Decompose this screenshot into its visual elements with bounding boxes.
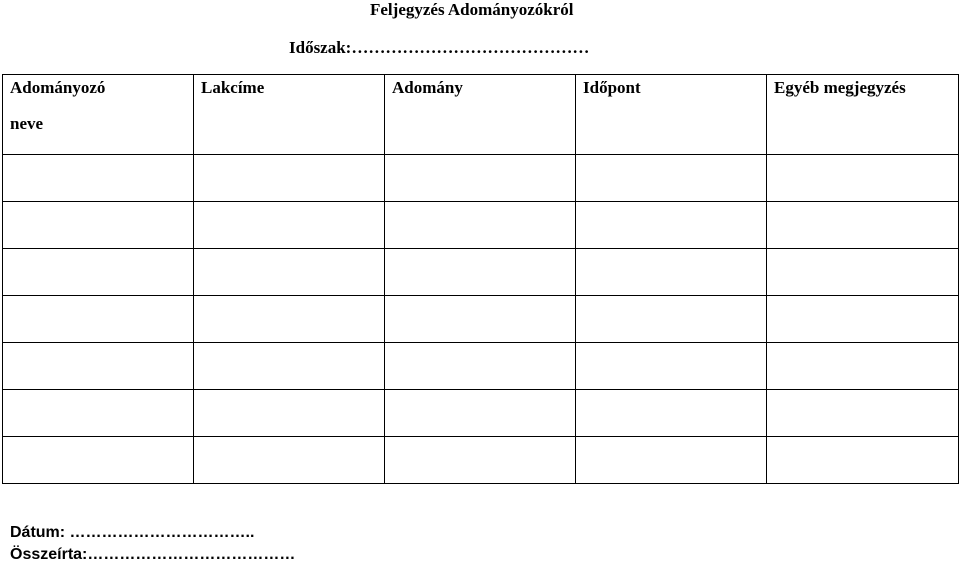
table-cell[interactable] bbox=[576, 155, 767, 202]
header-donor-name-line1: Adományozó bbox=[10, 78, 106, 97]
period-field: Időszak:…………………………………… bbox=[289, 38, 590, 57]
table-body bbox=[3, 155, 959, 484]
table-cell[interactable] bbox=[767, 296, 959, 343]
table-cell[interactable] bbox=[3, 155, 194, 202]
table-cell[interactable] bbox=[576, 249, 767, 296]
table-row bbox=[3, 155, 959, 202]
header-notes bbox=[767, 75, 959, 155]
table-cell[interactable] bbox=[194, 155, 385, 202]
table-cell[interactable] bbox=[767, 249, 959, 296]
table-cell[interactable] bbox=[385, 249, 576, 296]
table-row bbox=[3, 390, 959, 437]
table-cell[interactable] bbox=[194, 390, 385, 437]
table-cell[interactable] bbox=[385, 390, 576, 437]
table-cell[interactable] bbox=[194, 249, 385, 296]
table-cell[interactable] bbox=[576, 437, 767, 484]
header-donor-name-line2: neve bbox=[10, 114, 44, 133]
header-notes-label: Egyéb megjegyzés bbox=[774, 78, 906, 97]
table-cell[interactable] bbox=[385, 155, 576, 202]
table-cell[interactable] bbox=[576, 343, 767, 390]
header-donation-label: Adomány bbox=[392, 78, 463, 97]
table-cell[interactable] bbox=[3, 390, 194, 437]
table-cell[interactable] bbox=[3, 343, 194, 390]
table-cell[interactable] bbox=[767, 343, 959, 390]
table-cell[interactable] bbox=[194, 202, 385, 249]
table-cell[interactable] bbox=[385, 202, 576, 249]
table-row bbox=[3, 249, 959, 296]
compiled-by-line: Összeírta:………………………………… bbox=[10, 546, 296, 563]
table-row bbox=[3, 437, 959, 484]
table-row bbox=[3, 202, 959, 249]
header-address bbox=[194, 75, 385, 155]
table-cell[interactable] bbox=[767, 437, 959, 484]
table-cell[interactable] bbox=[3, 296, 194, 343]
table-header-row bbox=[3, 75, 959, 155]
table-cell[interactable] bbox=[194, 296, 385, 343]
table-cell[interactable] bbox=[194, 343, 385, 390]
table-cell[interactable] bbox=[576, 202, 767, 249]
table-cell[interactable] bbox=[194, 437, 385, 484]
table-cell[interactable] bbox=[576, 296, 767, 343]
table-cell[interactable] bbox=[767, 155, 959, 202]
table-cell[interactable] bbox=[385, 343, 576, 390]
table-cell[interactable] bbox=[576, 390, 767, 437]
table-cell[interactable] bbox=[3, 249, 194, 296]
table-row bbox=[3, 343, 959, 390]
table-cell[interactable] bbox=[3, 202, 194, 249]
donor-log-table bbox=[2, 74, 959, 484]
table-cell[interactable] bbox=[385, 296, 576, 343]
table-cell[interactable] bbox=[385, 437, 576, 484]
table-cell[interactable] bbox=[767, 202, 959, 249]
header-date-time-label: Időpont bbox=[583, 78, 641, 97]
table-cell[interactable] bbox=[767, 390, 959, 437]
document-title: Feljegyzés Adományozókról bbox=[370, 0, 574, 19]
table-row bbox=[3, 296, 959, 343]
header-donor-name bbox=[3, 75, 194, 155]
date-line: Dátum: …………………………….. bbox=[10, 524, 255, 541]
table-cell[interactable] bbox=[3, 437, 194, 484]
header-address-label: Lakcíme bbox=[201, 78, 265, 97]
header-donation bbox=[385, 75, 576, 155]
header-date-time bbox=[576, 75, 767, 155]
